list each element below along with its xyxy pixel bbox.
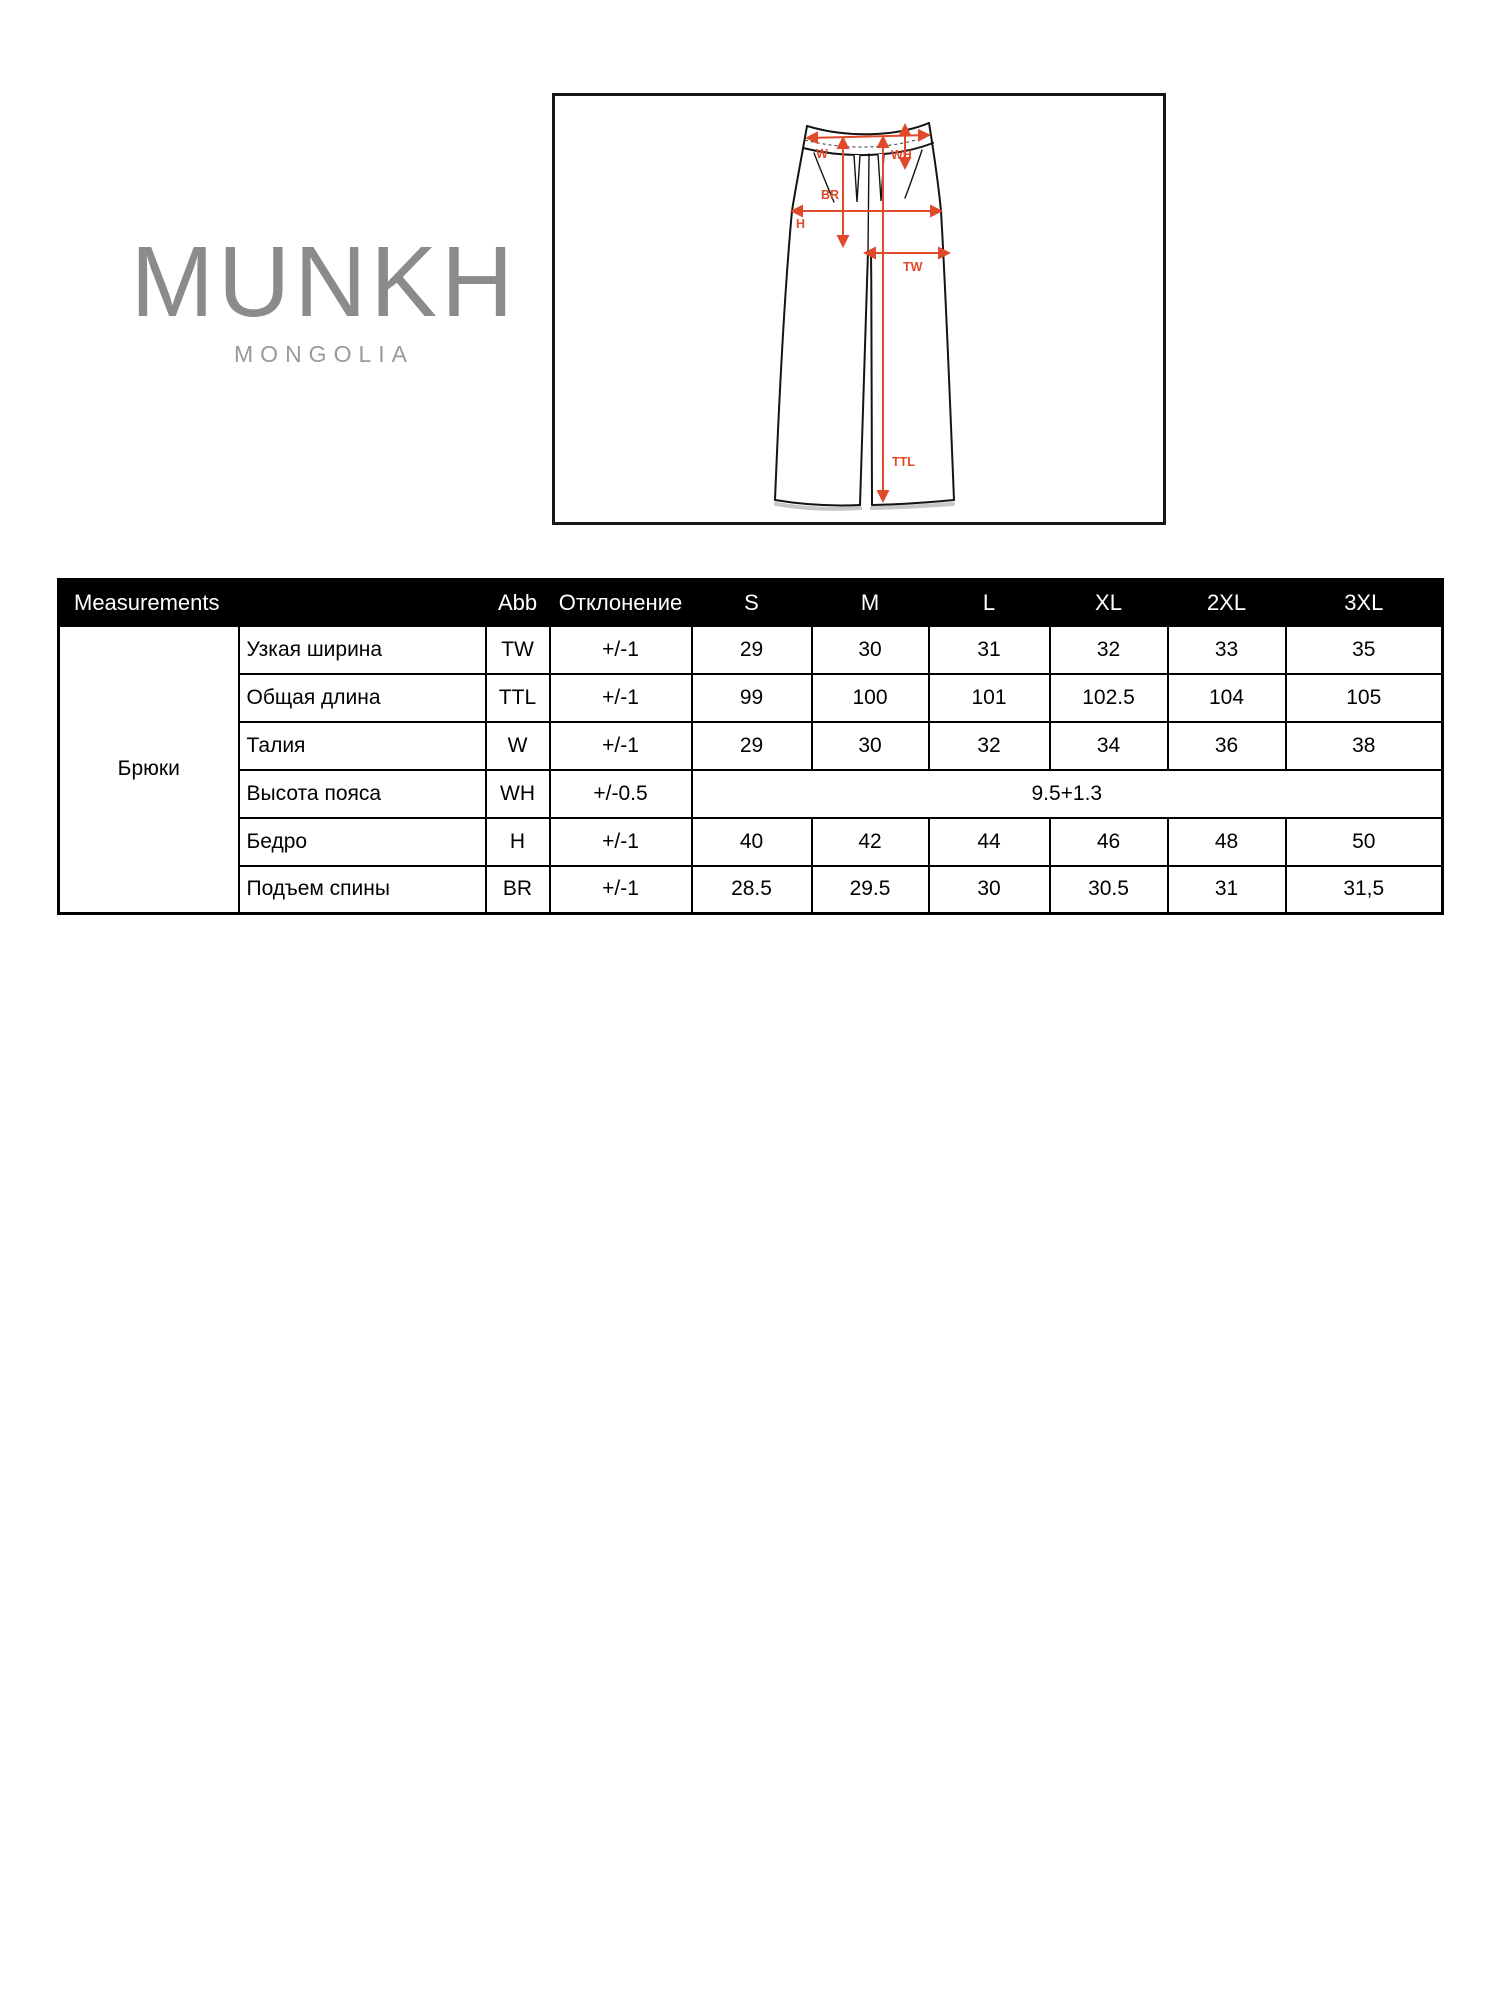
measure-label-cell: Высота пояса	[239, 770, 486, 818]
table-row	[59, 626, 1443, 674]
value-cell: 29	[692, 626, 812, 674]
value-cell: 34	[1050, 722, 1168, 770]
measure-label-cell: Общая длина	[239, 674, 486, 722]
value-cell: 30	[929, 866, 1050, 914]
measurements-table	[57, 578, 1444, 915]
value-cell: 33	[1168, 626, 1286, 674]
table-row	[59, 674, 1443, 722]
waist-arrow	[807, 135, 929, 138]
header-size-m: M	[812, 580, 929, 626]
value-cell: 31,5	[1286, 866, 1443, 914]
abb-cell: BR	[486, 866, 550, 914]
measurement-label-tw: TW	[903, 260, 923, 274]
value-cell: 31	[929, 626, 1050, 674]
center-front-seam	[868, 154, 869, 251]
category-cell: Брюки	[59, 626, 239, 914]
header-size-s: S	[692, 580, 812, 626]
table-row	[59, 722, 1443, 770]
value-cell: 100	[812, 674, 929, 722]
value-cell: 42	[812, 818, 929, 866]
measurement-label-w: W	[816, 147, 828, 161]
right-outseam	[929, 123, 954, 500]
measurement-label-br: BR	[821, 188, 840, 202]
value-cell: 44	[929, 818, 1050, 866]
header-measurements: Measurements	[59, 580, 486, 626]
measurement-label-wh: WH	[891, 148, 912, 162]
tolerance-cell: +/-1	[550, 818, 692, 866]
merged-value-cell: 9.5+1.3	[692, 770, 1443, 818]
value-cell: 48	[1168, 818, 1286, 866]
header-abb: Abb	[486, 580, 550, 626]
value-cell: 35	[1286, 626, 1443, 674]
header-size-3xl: 3XL	[1286, 580, 1443, 626]
value-cell: 28.5	[692, 866, 812, 914]
header-size-l: L	[929, 580, 1050, 626]
value-cell: 38	[1286, 722, 1443, 770]
pants-diagram-box	[552, 93, 1166, 525]
measurement-label-ttl: TTL	[892, 455, 915, 469]
waist-top-line	[807, 123, 929, 134]
header-size-2xl: 2XL	[1168, 580, 1286, 626]
measure-label-cell: Бедро	[239, 818, 486, 866]
brand-subtitle: MONGOLIA	[234, 341, 414, 367]
table-row	[59, 866, 1443, 914]
value-cell: 46	[1050, 818, 1168, 866]
measure-label-cell: Узкая ширина	[239, 626, 486, 674]
left-outseam	[775, 126, 807, 500]
value-cell: 50	[1286, 818, 1443, 866]
table-row	[59, 818, 1443, 866]
value-cell: 29	[692, 722, 812, 770]
abb-cell: TW	[486, 626, 550, 674]
right-inseam	[871, 251, 872, 505]
header-size-xl: XL	[1050, 580, 1168, 626]
value-cell: 30	[812, 722, 929, 770]
value-cell: 29.5	[812, 866, 929, 914]
left-inseam	[860, 251, 868, 505]
tolerance-cell: +/-1	[550, 866, 692, 914]
tolerance-cell: +/-1	[550, 674, 692, 722]
size-table-body	[59, 626, 1443, 914]
value-cell: 31	[1168, 866, 1286, 914]
measurement-label-h: H	[796, 217, 806, 231]
measure-label-cell: Подъем спины	[239, 866, 486, 914]
value-cell: 99	[692, 674, 812, 722]
table-header-row	[59, 580, 1443, 626]
value-cell: 101	[929, 674, 1050, 722]
drawstring-left	[854, 155, 860, 202]
abb-cell: TTL	[486, 674, 550, 722]
tolerance-cell: +/-0.5	[550, 770, 692, 818]
abb-cell: W	[486, 722, 550, 770]
header-tolerance: Отклонение	[550, 580, 692, 626]
tolerance-cell: +/-1	[550, 626, 692, 674]
value-cell: 105	[1286, 674, 1443, 722]
value-cell: 30	[812, 626, 929, 674]
pants-technical-drawing	[555, 96, 1163, 522]
value-cell: 32	[929, 722, 1050, 770]
value-cell: 104	[1168, 674, 1286, 722]
value-cell: 36	[1168, 722, 1286, 770]
abb-cell: WH	[486, 770, 550, 818]
tolerance-cell: +/-1	[550, 722, 692, 770]
value-cell: 40	[692, 818, 812, 866]
abb-cell: H	[486, 818, 550, 866]
table-row	[59, 770, 1443, 818]
measure-label-cell: Талия	[239, 722, 486, 770]
value-cell: 32	[1050, 626, 1168, 674]
value-cell: 102.5	[1050, 674, 1168, 722]
value-cell: 30.5	[1050, 866, 1168, 914]
brand-logo	[118, 226, 530, 368]
brand-name: MUNKH	[130, 226, 518, 338]
